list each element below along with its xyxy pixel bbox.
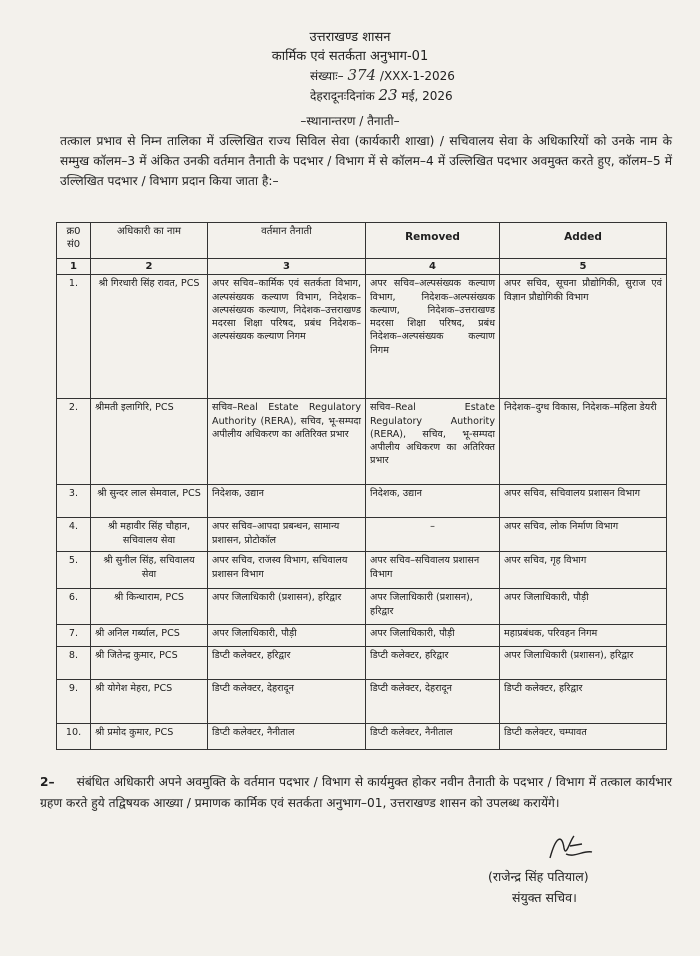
officer-name-cell: श्री सुन्दर लाल सेमवाल, PCS: [91, 485, 208, 518]
current-posting-cell: अपर जिलाधिकारी (प्रशासन), हरिद्वार: [208, 589, 366, 625]
current-posting-cell: अपर सचिव, राजस्व विभाग, सचिवालय प्रशासन विभाग: [208, 552, 366, 589]
current-posting-cell: अपर जिलाधिकारी, पौड़ी: [208, 625, 366, 647]
order-number-handwritten: 374: [347, 66, 377, 84]
table-row: [57, 625, 667, 647]
table-row: [57, 589, 667, 625]
officer-name-cell: श्री योगेश मेहरा, PCS: [91, 680, 208, 724]
date-suffix: मई, 2026: [401, 89, 453, 103]
removed-cell: अपर सचिव–अल्पसंख्यक कल्याण विभाग, निदेशक–अल्पसंख्यक कल्याण, निदेशक–उत्तराखण्ड मदरसा शिक्षा परिषद, प्रबंध निदेशक–अल्पसंख्यक कल्याण निगम: [366, 275, 500, 399]
current-posting-cell: सचिव–Real Estate Regulatory Authority (RERA), सचिव, भू-सम्पदा अपीलीय अधिकरण का अतिरिक्त प्रभार: [208, 399, 366, 485]
closing-number: 2–: [40, 775, 55, 789]
closing-text: संबंधित अधिकारी अपने अवमुक्ति के वर्तमान पदभार / विभाग से कार्यमुक्त होकर नवीन तैनाती के पदभार / विभाग में तत्काल कार्यभार ग्रहण करते हुये तद्विषयक आख्या / प्रमाणक कार्मिक एवं सतर्कता अनुभाग–01, उत्तराखण्ड शासन को उपलब्ध करायेंगे।: [40, 775, 672, 810]
column-number: 3: [208, 259, 366, 275]
column-number: 4: [366, 259, 500, 275]
serial-cell: 8.: [57, 647, 91, 680]
added-cell: डिप्टी कलेक्टर, चम्पावत: [500, 724, 667, 750]
current-posting-cell: डिप्टी कलेक्टर, नैनीताल: [208, 724, 366, 750]
signatory-designation: संयुक्त सचिव।: [512, 890, 577, 905]
table-row: [57, 275, 667, 399]
serial-cell: 10.: [57, 724, 91, 750]
government-heading: उत्तराखण्ड शासन: [309, 30, 391, 45]
officer-name-cell: श्री सुनील सिंह, सचिवालय सेवा: [91, 552, 208, 589]
serial-cell: 2.: [57, 399, 91, 485]
date-day-handwritten: 23: [378, 86, 398, 104]
removed-cell: डिप्टी कलेक्टर, नैनीताल: [366, 724, 500, 750]
date-line: [310, 86, 453, 104]
officer-name-cell: श्री गिरधारी सिंह रावत, PCS: [91, 275, 208, 399]
serial-cell: 5.: [57, 552, 91, 589]
current-posting-cell: अपर सचिव–कार्मिक एवं सतर्कता विभाग, अल्पसंख्यक कल्याण विभाग, निदेशक–अल्पसंख्यक कल्याण, निदेशक–उत्तराखण्ड मदरसा शिक्षा परिषद, प्रबंध निदेशक–अल्पसंख्यक कल्याण निगम: [208, 275, 366, 399]
removed-cell: अपर जिलाधिकारी, पौड़ी: [366, 625, 500, 647]
serial-cell: 6.: [57, 589, 91, 625]
removed-cell: अपर सचिव–सचिवालय प्रशासन विभाग: [366, 552, 500, 589]
date-prefix: देहरादूनःदिनांक: [310, 89, 375, 103]
added-cell: निदेशक–दुग्ध विकास, निदेशक–महिला डेयरी: [500, 399, 667, 485]
column-number: 2: [91, 259, 208, 275]
signatory-name: (राजेन्द्र सिंह पतियाल): [488, 869, 589, 884]
order-number-line: [310, 66, 455, 84]
serial-cell: 7.: [57, 625, 91, 647]
added-cell: अपर जिलाधिकारी, पौड़ी: [500, 589, 667, 625]
added-cell: अपर जिलाधिकारी (प्रशासन), हरिद्वार: [500, 647, 667, 680]
added-cell: अपर सचिव, लोक निर्माण विभाग: [500, 518, 667, 552]
removed-cell: डिप्टी कलेक्टर, हरिद्वार: [366, 647, 500, 680]
table-row: [57, 647, 667, 680]
table-row: [57, 518, 667, 552]
table-row: [57, 680, 667, 724]
column-number: 5: [500, 259, 667, 275]
handwritten-signature: [540, 828, 600, 868]
closing-paragraph: [40, 772, 672, 814]
header-added: Added: [500, 223, 667, 259]
order-number-prefix: संख्याः–: [310, 69, 344, 83]
subject-line: –स्थानान्तरण / तैनाती–: [300, 114, 400, 128]
officer-name-cell: श्री प्रमोद कुमार, PCS: [91, 724, 208, 750]
header-officer-name: अधिकारी का नाम: [91, 223, 208, 259]
section-heading: कार्मिक एवं सतर्कता अनुभाग-01: [271, 49, 429, 64]
current-posting-cell: डिप्टी कलेक्टर, हरिद्वार: [208, 647, 366, 680]
intro-paragraph: तत्काल प्रभाव से निम्न तालिका में उल्लिखित राज्य सिविल सेवा (कार्यकारी शाखा) / सचिवालय सेवा के अधिकारियों को उनके नाम के सम्मुख कॉलम–3 में अंकित उनकी वर्तमान तैनाती के पदभार / विभाग में से कॉलम–4 में उल्लिखित पदभार अवमुक्त करते हुए, कॉलम–5 में उल्लिखित पदभार / विभाग प्रदान किया जाता है:–: [60, 134, 672, 188]
header-removed: Removed: [366, 223, 500, 259]
added-cell: महाप्रबंधक, परिवहन निगम: [500, 625, 667, 647]
table-row: [57, 399, 667, 485]
table-row: [57, 552, 667, 589]
serial-cell: 9.: [57, 680, 91, 724]
officer-name-cell: श्री महावीर सिंह चौहान, सचिवालय सेवा: [91, 518, 208, 552]
current-posting-cell: डिप्टी कलेक्टर, देहरादून: [208, 680, 366, 724]
serial-cell: 3.: [57, 485, 91, 518]
transfer-table: [56, 222, 667, 750]
column-number: 1: [57, 259, 91, 275]
added-cell: अपर सचिव, सचिवालय प्रशासन विभाग: [500, 485, 667, 518]
current-posting-cell: निदेशक, उद्यान: [208, 485, 366, 518]
current-posting-cell: अपर सचिव–आपदा प्रबन्धन, सामान्य प्रशासन, प्रोटोकॉल: [208, 518, 366, 552]
removed-cell: सचिव–Real Estate Regulatory Authority (RERA), सचिव, भू-सम्पदा अपीलीय अधिकरण का अतिरिक्त प्रभार: [366, 399, 500, 485]
removed-cell: निदेशक, उद्यान: [366, 485, 500, 518]
officer-name-cell: श्री किन्धाराम, PCS: [91, 589, 208, 625]
table-row: [57, 724, 667, 750]
added-cell: अपर सचिव, गृह विभाग: [500, 552, 667, 589]
removed-cell: –: [366, 518, 500, 552]
table-row: [57, 485, 667, 518]
officer-name-cell: श्री जितेन्द्र कुमार, PCS: [91, 647, 208, 680]
officer-name-cell: श्रीमती इलागिरि, PCS: [91, 399, 208, 485]
officer-name-cell: श्री अनिल गर्ब्याल, PCS: [91, 625, 208, 647]
order-number-suffix: /XXX-1-2026: [379, 69, 455, 83]
removed-cell: डिप्टी कलेक्टर, देहरादून: [366, 680, 500, 724]
serial-cell: 4.: [57, 518, 91, 552]
added-cell: डिप्टी कलेक्टर, हरिद्वार: [500, 680, 667, 724]
header-current-posting: वर्तमान तैनाती: [208, 223, 366, 259]
added-cell: अपर सचिव, सूचना प्रौद्योगिकी, सुराज एवं विज्ञान प्रौद्योगिकी विभाग: [500, 275, 667, 399]
header-serial: क्र0 सं0: [57, 223, 91, 259]
serial-cell: 1.: [57, 275, 91, 399]
removed-cell: अपर जिलाधिकारी (प्रशासन), हरिद्वार: [366, 589, 500, 625]
